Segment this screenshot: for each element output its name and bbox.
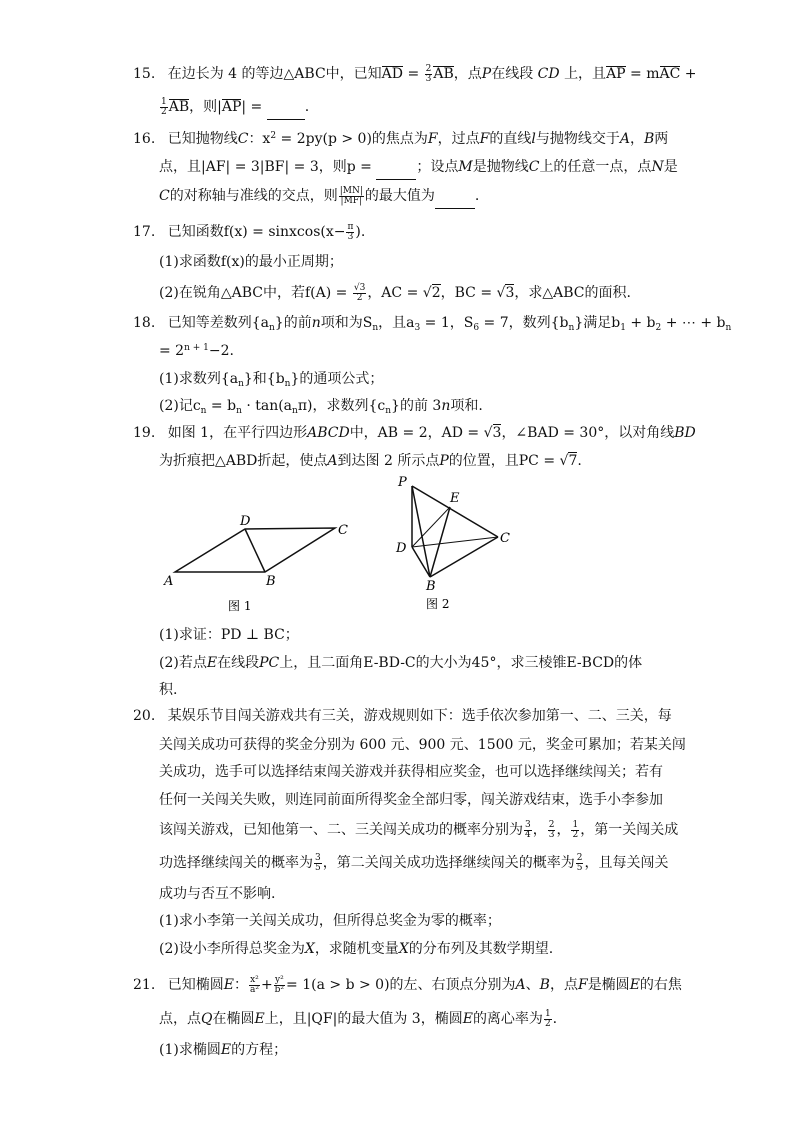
fig1-label-a: A — [164, 574, 174, 589]
fig2-label-p: P — [398, 475, 407, 490]
fraction-x2-a2: $\frac{\text{x²}}{\text{a²}}$ — [249, 974, 259, 995]
problem-number: 19. — [133, 425, 156, 441]
vector-ap: AP — [606, 66, 626, 82]
fraction-2-3: $\frac{2}{3}$ — [548, 819, 555, 840]
problem-number: 17. — [133, 224, 156, 240]
problem-18-line-1: 18. 已知等差数列$\{a_n\}$的前n项和为$S_n$，且$a_3 = 1$，$S_6 = 7$，数列$\{b_n\}$满足$b_1 + b_2$ + ⋯ + $b_n$ — [133, 315, 732, 333]
problem-number: 16. — [133, 131, 156, 147]
vector-ab: AB — [168, 99, 190, 115]
fraction-3-5: $\frac{3}{5}$ — [315, 852, 321, 873]
problem-16-line-2: 点，且|AF| = 3|BF| = 3，则p = ；设点M是抛物线C上的任意一点，点N是 — [159, 157, 678, 180]
vector-ap: AP — [221, 99, 242, 115]
fraction-y2-b2: $\frac{\text{y²}}{\text{b²}}$ — [274, 974, 285, 995]
fig2-label-c: C — [500, 531, 510, 546]
problem-20-line-1: 20. 某娱乐节目闯关游戏共有三关，游戏规则如下：选手依次参加第一、二、三关，每 — [133, 708, 672, 724]
answer-blank — [376, 159, 416, 180]
fraction-1-2: $\frac{1}{2}$ — [544, 1008, 551, 1029]
vector-ab: AB — [433, 66, 454, 82]
problem-18-line-2: = $2^{n + 1}-2$. — [159, 343, 234, 359]
fraction-2-3: $\frac{2}{3}$ — [425, 63, 432, 84]
vector-ad: AD — [381, 66, 404, 82]
problem-number: 18. — [133, 315, 156, 331]
fig1-label-c: C — [338, 523, 348, 538]
problem-16-line-3: C的对称轴与准线的交点，则 $\frac{|MN|}{|MF|}$ 的最大值为 . — [159, 186, 479, 209]
figure-2-pyramid — [390, 472, 520, 617]
problem-21-q1: (1)求椭圆E的方程； — [159, 1042, 288, 1058]
fraction-1-2: $\frac{1}{2}$ — [161, 96, 167, 117]
problem-number: 15. — [133, 66, 156, 82]
problem-21-line-2: 点，点Q在椭圆E上，且|QF|的最大值为 3，椭圆E的离心率为 $\frac{1}{2}$ . — [159, 1008, 558, 1029]
problem-20-line-5: 该闯关游戏，已知他第一、二、三关闯关成功的概率分别为 $\frac{3}{4}$ ， $\frac{2}{3}$ ， $\frac{1}{2}$ ，第一关闯关成 — [159, 819, 679, 840]
problem-20-line-2: 关闯关成功可获得的奖金分别为 600 元、900 元、1500 元，奖金可累加；若某关闯 — [159, 737, 686, 753]
problem-21-line-1: 21. 已知椭圆E： $\frac{\text{x²}}{\text{a²}}$ + $\frac{\text{y²}}{\text{b²}}$ = 1(a > b > 0)的左、右顶点分别为A、B，点F是椭圆E的右焦 — [133, 974, 682, 995]
problem-16-line-1: 16. 已知抛物线C：$x^2 = 2py(p > 0)$的焦点为F，过点F的直线l与抛物线交于A，B两 — [133, 131, 669, 147]
fig2-label-e: E — [450, 491, 460, 506]
problem-19-line-1: 19. 如图 1，在平行四边形ABCD中，AB = 2，AD = √3，∠BAD = 30°，以对角线BD — [133, 425, 696, 441]
problem-20-line-3: 关成功，选手可以选择结束闯关游戏并获得相应奖金，也可以选择继续闯关；若有 — [159, 764, 663, 780]
problem-18-q1: (1)求数列$\{a_n\}$和$\{b_n\}$的通项公式； — [159, 371, 384, 389]
fig1-caption: 图 1 — [228, 599, 252, 613]
problem-19-q2-cont: 积. — [159, 682, 178, 698]
problem-18-q2: (2)记$c_n = b_n \cdot \tan(a_n\pi)$，求数列$\{c_n\}$的前 3n项和. — [159, 398, 483, 416]
fraction-2-5: $\frac{2}{5}$ — [576, 852, 583, 873]
problem-20-q1: (1)求小李第一关闯关成功，但所得总奖金为零的概率； — [159, 913, 501, 929]
fraction-3-4: $\frac{3}{4}$ — [525, 819, 531, 840]
problem-15-line-2: $\frac{1}{2}$ AB，则|AP| = . — [159, 97, 309, 120]
fig2-label-d: D — [396, 541, 407, 556]
problem-17-q2: (2)在锐角△ABC中，若f(A) = $\frac{√3}{2}$ ，AC = √2，BC = √3，求△ABC的面积. — [159, 282, 631, 303]
answer-blank — [435, 188, 475, 209]
problem-20-q2: (2)设小李所得总奖金为X，求随机变量X的分布列及其数学期望. — [159, 941, 554, 957]
problem-20-line-7: 成功与否互不影响. — [159, 886, 276, 902]
figure-1-parallelogram — [160, 512, 360, 617]
vector-ac: AC — [659, 66, 681, 82]
problem-number: 21. — [133, 977, 156, 993]
problem-20-line-6: 功选择继续闯关的概率为 $\frac{3}{5}$ ，第二关闯关成功选择继续闯关的概率为 $\frac{2}{5}$ ，且每关闯关 — [159, 852, 669, 873]
fraction-pi-3: $\frac{\pi}{3}$ — [347, 221, 354, 242]
problem-17-q1: (1)求函数f(x)的最小正周期； — [159, 254, 343, 270]
problem-19-q2: (2)若点E在线段PC上，且二面角E-BD-C的大小为45°，求三棱锥E-BCD的体 — [159, 655, 643, 671]
diagonal-bd — [245, 529, 265, 572]
problem-number: 20. — [133, 708, 156, 724]
fraction-mn-mf: $\frac{|MN|}{|MF|}$ — [339, 185, 363, 206]
edge-dc — [412, 537, 498, 547]
fraction-root3-2: $\frac{√3}{2}$ — [353, 282, 366, 303]
fig1-label-d: D — [240, 514, 251, 529]
fig2-label-b: B — [426, 579, 436, 594]
fig2-caption: 图 2 — [426, 597, 450, 611]
problem-17-line-1: 17. 已知函数f(x) = sinxcos(x− $\frac{\pi}{3}$ ). — [133, 221, 366, 242]
problem-15-line-1: 15. 在边长为 4 的等边△ABC中，已知AD = $\frac{2}{3}$ AB，点P在线段 CD 上，且AP = mAC + — [133, 63, 697, 84]
fig1-label-b: B — [266, 574, 276, 589]
fraction-1-2: $\frac{1}{2}$ — [572, 819, 579, 840]
problem-19-q1: (1)求证：PD ⊥ BC； — [159, 627, 299, 643]
answer-blank — [267, 99, 305, 120]
problem-19-line-2: 为折痕把△ABD折起，使点A到达图 2 所示点P的位置，且PC = √7. — [159, 453, 582, 469]
problem-20-line-4: 任何一关闯关失败，则连同前面所得奖金全部归零，闯关游戏结束，选手小李参加 — [159, 792, 663, 808]
